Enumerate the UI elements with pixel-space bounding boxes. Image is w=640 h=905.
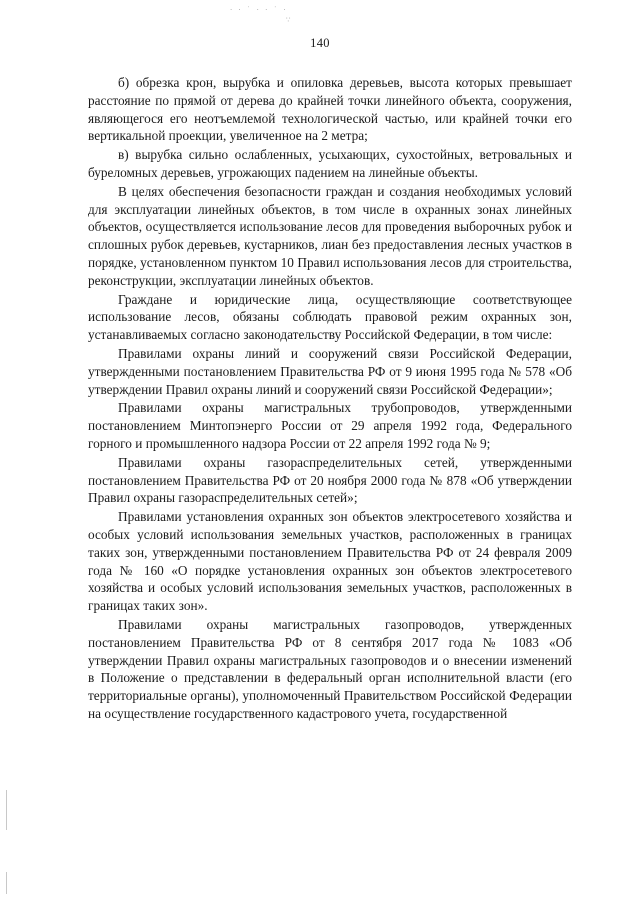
page-number: 140 [310, 36, 330, 50]
scan-edge-line-lower [6, 872, 7, 894]
document-body [88, 74, 572, 723]
paragraph-gas-network-rules: Правилами охраны газораспределительных сетей, утвержденными постановлением Правительства РФ от 20 ноября 2000 года № 878 «Об утверждении Правил охраны газораспределительных сетей»; [88, 454, 572, 506]
paragraph-communication-rules: Правилами охраны линий и сооружений связи Российской Федерации, утвержденными постановлением Правительства РФ от 9 июня 1995 года № 578 «Об утверждении Правил охраны линий и сооружений связи Российской Федерации»; [88, 345, 572, 397]
scan-noise-mark: ∵ [286, 16, 291, 24]
paragraph-pipeline-rules: Правилами охраны магистральных трубопроводов, утвержденными постановлением Минтопэнерго России от 29 апреля 1992 года, Федерального горного и промышленного надзора России от 22 апреля 1992 года № 9; [88, 400, 572, 451]
scan-edge-line [6, 790, 7, 830]
paragraph-item-b: б) обрезка крон, вырубка и опиловка деревьев, высота которых превышает расстояние по прямой от дерева до крайней точки линейного объекта, сооружения, являющегося его неотъемлемой технологической частью, или крайней точки его вертикальной проекции, увеличенное на 2 метра; [88, 75, 572, 144]
paragraph-electric-grid-rules: Правилами установления охранных зон объектов электросетевого хозяйства и особых условий использования земельных участков, расположенных в границах таких зон, утвержденными постановлением Правительства РФ от 24 февраля 2009 года № 160 «О порядке установления охранных зон объектов электросетевого хозяйства и особых условий использования земельных участков, расположенных в границах таких зон». [88, 509, 572, 614]
paragraph-item-v: в) вырубка сильно ослабленных, усыхающих, сухостойных, ветровальных и буреломных деревьев, угрожающих падением на линейные объекты. [88, 147, 572, 180]
paragraph-safety-purpose: В целях обеспечения безопасности граждан и создания необходимых условий для эксплуатации линейных объектов, в том числе в охранных зонах линейных объектов, осуществляется использование лесов для проведения выборочных рубок и сплошных рубок деревьев, кустарников, лиан без предоставления лесных участков в порядке, установленном пунктом 10 Правил использования лесов для строительства, реконструкции, эксплуатации линейных объектов. [88, 183, 572, 288]
paragraph-gas-pipeline-rules: Правилами охраны магистральных газопроводов, утвержденных постановлением Правительства РФ от 8 сентября 2017 года № 1083 «Об утверждении Правил охраны магистральных газопроводов и о внесении изменений в Положение о представлении в федеральный орган исполнительной власти (его территориальные органы), уполномоченный Правительством Российской Федерации на осуществление государственного кадастрового учета, государственной [88, 616, 572, 721]
scan-noise-top: · · ˙ · · ˙ · [230, 6, 288, 14]
paragraph-obligations: Граждане и юридические лица, осуществляющие соответствующее использование лесов, обязаны соблюдать правовой режим охранных зон, устанавливаемых согласно законодательству Российской Федерации, в том числе: [88, 291, 572, 343]
